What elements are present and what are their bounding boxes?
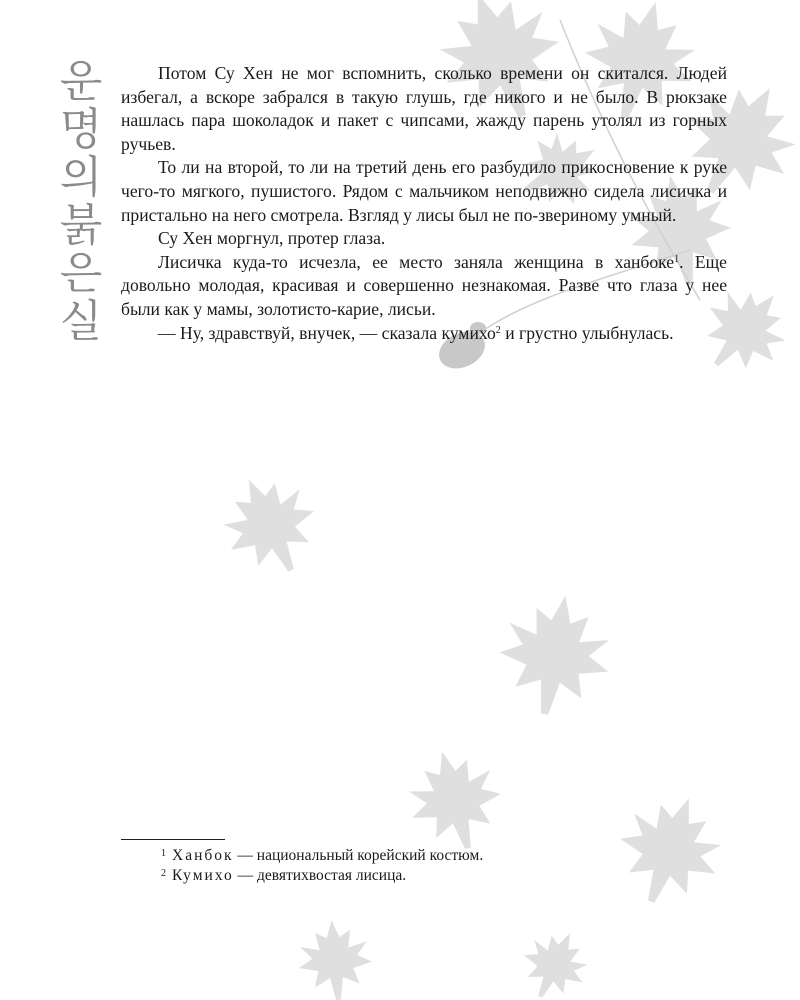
footnotes <box>154 846 714 886</box>
paragraph <box>121 322 727 346</box>
body-text <box>121 62 727 345</box>
paragraph-text: . Еще довольно молодая, красивая и совершенно незнакомая. Разве что глаза у нее были как у мамы, золотисто-карие, лисьи. <box>121 251 727 319</box>
footnote-number: 2 <box>161 868 166 879</box>
footnote-term: Кумихо <box>172 867 234 884</box>
maple-leaf <box>207 460 333 590</box>
title-char: 은 <box>59 248 103 299</box>
footnote-separator <box>121 839 225 840</box>
maple-leaf <box>295 917 375 1000</box>
footnote <box>154 866 714 886</box>
paragraph-text: и грустно улыбнулась. <box>500 322 674 343</box>
footnote-ref: 2 <box>495 324 501 336</box>
paragraph <box>121 251 727 322</box>
footnote-ref: 1 <box>674 253 680 265</box>
title-char: 실 <box>59 296 103 347</box>
footnote-term: Ханбок <box>172 847 234 864</box>
paragraph-text: Лисичка куда-то исчезла, ее место заняла женщина в ханбоке <box>158 251 675 272</box>
title-char: 붉 <box>59 200 103 251</box>
footnote-text: — национальный корейский костюм. <box>233 847 484 864</box>
paragraph: То ли на второй, то ли на третий день его разбудило прикосновение к руке чего-то мягкого, пушистого. Рядом с мальчиком неподвижно сидела лисичка и пристально на него смотрела. Взгляд у лисы был не по-звериному умный. <box>121 157 727 225</box>
title-char: 의 <box>59 152 103 203</box>
paragraph: Потом Су Хен не мог вспомнить, сколько времени он скитался. Людей избегал, а вскоре забрался в такую глушь, где никого и не было. В рюкзаке нашлась пара шоколадок и пакет с чипсами, жажду парень утолял из горных ручьев. <box>121 63 727 154</box>
title-char: 운 <box>59 56 103 107</box>
title-char: 명 <box>59 104 103 155</box>
maple-leaf <box>511 920 599 1000</box>
maple-leaf <box>490 586 620 723</box>
vertical-book-title <box>52 56 110 347</box>
paragraph: Су Хен моргнул, протер глаза. <box>158 228 386 249</box>
footnote <box>154 846 714 866</box>
footnote-number: 1 <box>161 848 166 859</box>
paragraph-text: — Ну, здравствуй, внучек, — сказала кумихо <box>158 322 496 343</box>
maple-leaf <box>398 740 513 860</box>
footnote-text: — девятихвостая лисица. <box>233 867 407 884</box>
